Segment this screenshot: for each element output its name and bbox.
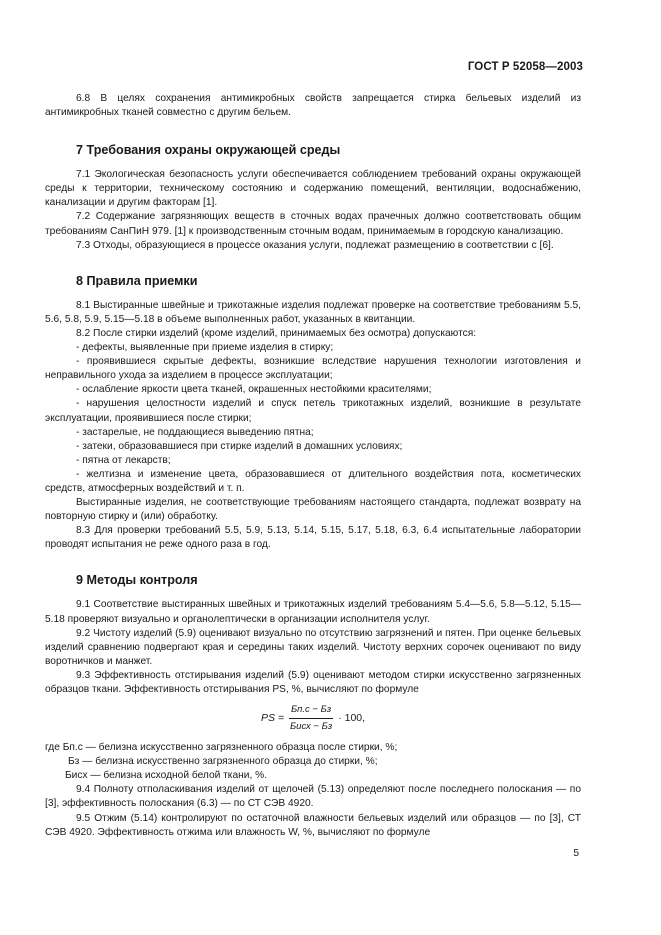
- list-item: - проявившиеся скрытые дефекты, возникшие вследствие нарушения технологии изготовления и неправильного ухода за изделием в процессе эксплуатации;: [45, 356, 581, 382]
- clause-9-4: 9.4 Полноту отполаскивания изделий от щелочей (5.13) определяют после последнего полоскания — по [3], эффективность полоскания (6.3) — по СТ СЭВ 4920.: [45, 784, 581, 810]
- clause-7-1: 7.1 Экологическая безопасность услуги обеспечивается соблюдением требований охраны окружающей среды к территории, техническому состоянию и содержанию помещений, вентиляции, водоснабжению, канализации и другим факторам [1].: [45, 169, 581, 209]
- list-item: - ослабление яркости цвета тканей, окрашенных нестойкими красителями;: [76, 384, 432, 396]
- whiteness-formula: [45, 701, 581, 735]
- formula-where: где Бп.с — белизна искусственно загрязненного образца после стирки, %;: [45, 742, 398, 754]
- clause-9-1: 9.1 Соответствие выстиранных швейных и трикотажных изделий требованиям 5.4—5.6, 5.8—5.12, 5.15—5.18 проверяют визуально и органолептически в организации исполнителя услуг.: [45, 599, 581, 625]
- section-8-title: 8 Правила приемки: [76, 273, 198, 288]
- section-7-title: 7 Требования охраны окружающей среды: [76, 143, 341, 158]
- page-content: [45, 92, 581, 840]
- clause-6-8: 6.8 В целях сохранения антимикробных свойств запрещается стирка бельевых изделий из антимикробных тканей совместно с другим бельем.: [45, 93, 581, 119]
- list-item: - затеки, образовавшиеся при стирке изделий в домашних условиях;: [76, 440, 403, 452]
- clause-8-2-note: Выстиранные изделия, не соответствующие требованиям настоящего стандарта, подлежат возврату на повторную стирку и (или) обработку.: [45, 497, 581, 523]
- formula-definition: Бз — белизна искусственно загрязненного образца до стирки, %;: [68, 756, 378, 768]
- page-number: 5: [573, 848, 579, 859]
- section-9-title: 9 Методы контроля: [76, 573, 198, 588]
- clause-9-5: 9.5 Отжим (5.14) контролируют по остаточной влажности бельевых изделий или образцов — по [3], СТ СЭВ 4920. Эффективность отжима или влажность W, %, вычисляют по формуле: [45, 812, 581, 838]
- clause-7-2: 7.2 Содержание загрязняющих веществ в сточных водах прачечных должно соответствовать общим требованиям СанПиН 979. [1] к производственным сточным водам, принимаемым в городскую канализацию.: [45, 211, 581, 237]
- list-item: - дефекты, выявленные при приеме изделия в стирку;: [76, 342, 334, 354]
- clause-8-3: 8.3 Для проверки требований 5.5, 5.9, 5.13, 5.14, 5.15, 5.17, 5.18, 6.3, 6.4 испытательные лаборатории проводят испытания не реже одного раза в год.: [45, 525, 581, 551]
- standard-header: ГОСТ Р 52058—2003: [467, 61, 583, 73]
- clause-7-3: 7.3 Отходы, образующиеся в процессе оказания услуги, подлежат размещению в соответствии с [6].: [76, 239, 554, 251]
- clause-9-3: 9.3 Эффективность отстирывания изделий (5.9) оценивают методом стирки искусственно загрязненных образцов ткани. Эффективность отстирывания PS, %, вычисляют по формуле: [45, 669, 581, 695]
- formula-definition: Бисх — белизна исходной белой ткани, %.: [65, 770, 268, 782]
- list-item: - пятна от лекарств;: [76, 454, 171, 466]
- clause-8-1: 8.1 Выстиранные швейные и трикотажные изделия подлежат проверке на соответствие требованиям 5.5, 5.6, 5.8, 5.9, 5.15—5.18 в объеме выполненных работ, указанных в квитанции.: [45, 299, 581, 325]
- clause-9-2: 9.2 Чистоту изделий (5.9) оценивают визуально по отсутствию загрязнений и пятен. При оценке бельевых изделий сравнению подвергают края и середины таких изделий. Чистоту верхних сорочек оценивают по виду воротничков и манжет.: [45, 627, 581, 667]
- formula-tail: · 100,: [338, 712, 366, 725]
- formula-fraction: [288, 703, 334, 734]
- list-item: - нарушения целостности изделий и спуск петель трикотажных изделий, возникшие в результате эксплуатации, проявившиеся после стирки;: [45, 398, 581, 424]
- list-item: - застарелые, не поддающиеся выведению пятна;: [76, 426, 314, 438]
- formula-lhs: PS =: [260, 712, 284, 725]
- list-item: - желтизна и изменение цвета, образовавшиеся от длительного воздействия пота, косметических средств, атмосферных воздействий и т. п.: [45, 468, 581, 494]
- formula-denominator: Бисх − Бз: [290, 720, 333, 732]
- clause-8-2: 8.2 После стирки изделий (кроме изделий, принимаемых без осмотра) допускаются:: [76, 327, 477, 339]
- formula-numerator: Бп.с − Бз: [289, 703, 333, 719]
